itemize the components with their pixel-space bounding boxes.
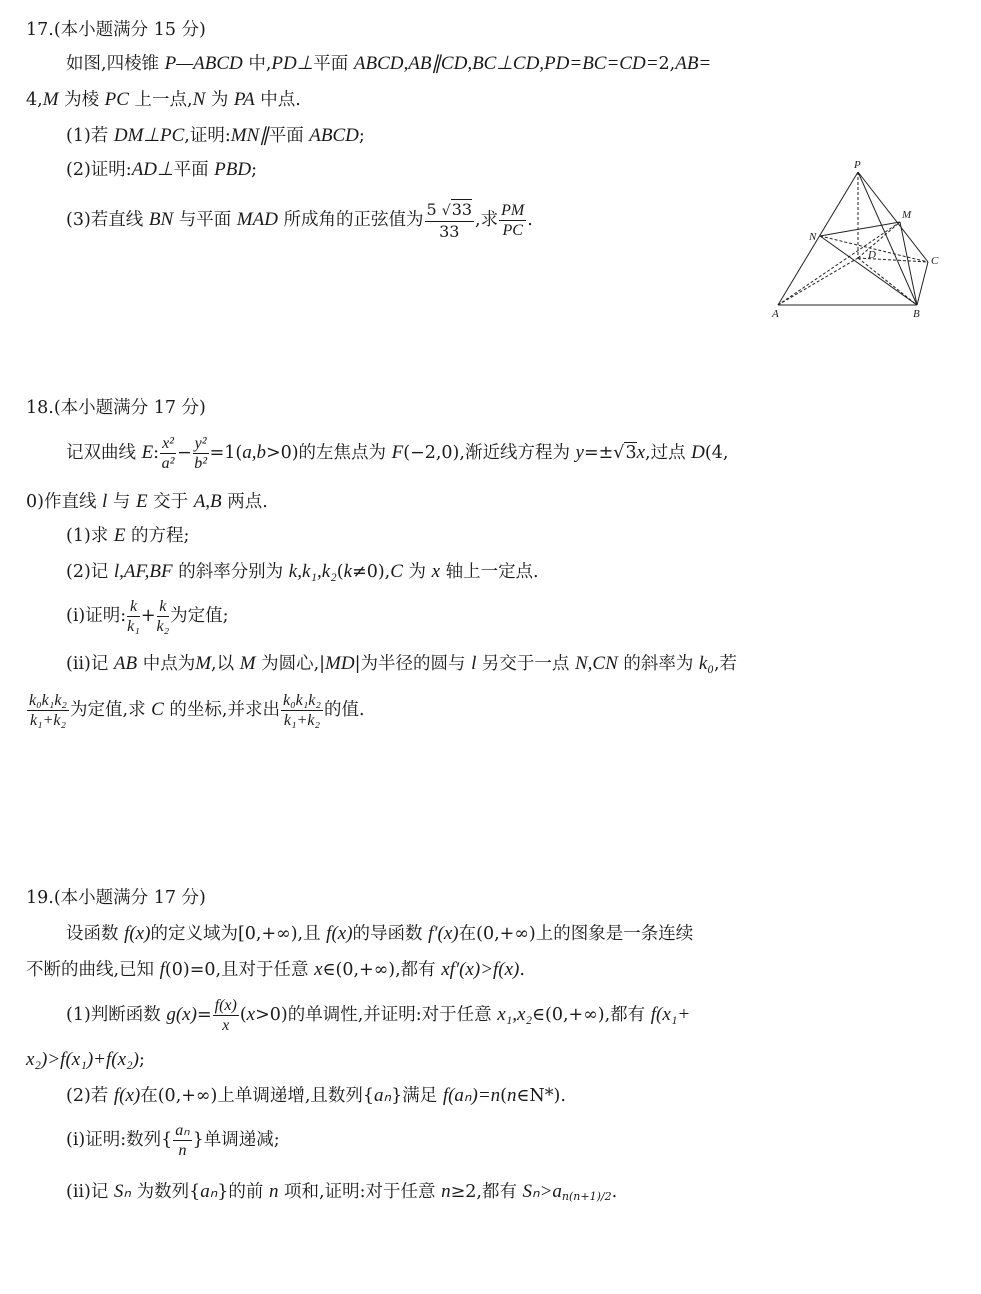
- sqrt-radicand: 3: [625, 443, 637, 463]
- q17-part-2: [66, 158, 257, 182]
- frac-num: x²: [162, 435, 174, 452]
- q18-pii-math: k₀: [698, 653, 714, 674]
- q17-ratio-fraction: [499, 201, 526, 240]
- q18-stem-math: l: [102, 491, 108, 512]
- q18-pii-math: l: [471, 653, 477, 674]
- q18-p2-text: ≠0),: [352, 562, 391, 582]
- q18-stem-text: (−2,0),渐近线方程为: [403, 443, 576, 463]
- fraction-an-n: [173, 1121, 191, 1160]
- q19-p2-math: n: [506, 1085, 517, 1106]
- frac-num: k: [157, 597, 170, 617]
- q18-pii-text: 的斜率为: [617, 654, 699, 674]
- q19-stem-text: 的导函数: [352, 924, 429, 944]
- q19-p2-text: 在(0,+∞)上单调递增,且数列{: [140, 1086, 375, 1106]
- q18-stem-text: 交于: [147, 492, 194, 512]
- q17-stem-line-1: [66, 52, 711, 76]
- q17-p3-text: ,求: [475, 210, 499, 230]
- q18-stem-math: E: [135, 491, 148, 512]
- segment-NM: [820, 222, 900, 236]
- q18-pii-text: (ⅱ)记: [66, 654, 114, 674]
- q19-p2-text: ∈N*).: [516, 1086, 566, 1106]
- q17-p2-text: ;: [251, 160, 257, 180]
- frac-num: y²: [194, 435, 207, 452]
- q17-p2-text: (2)证明:: [66, 160, 132, 180]
- q19-pii-math: Sₙ>a: [522, 1181, 562, 1202]
- q17-stem-text: 中点.: [254, 90, 301, 110]
- q19-pii-text: (ⅱ)记: [66, 1182, 114, 1202]
- q19-p1-text: >0)的单调性,并证明:对于任意: [255, 1005, 498, 1025]
- q18-p1-text: (1)求: [66, 526, 114, 546]
- q19-stem-text: ∈(0,+∞),都有: [322, 960, 442, 980]
- segment-NB: [820, 236, 917, 305]
- frac-den: k₁+k₂: [29, 712, 67, 729]
- q17-stem-line-2: [26, 88, 301, 112]
- q18-stem-text: 0)作直线: [26, 492, 103, 512]
- sqrt-radicand: 33: [451, 200, 473, 219]
- q17-stem-text: 平面: [313, 54, 354, 74]
- q18-pii-text: 的坐标,并求出: [163, 700, 280, 720]
- q19-part-2: [66, 1084, 566, 1108]
- q18-pii-math: M: [195, 653, 212, 674]
- frac-num: f(x): [214, 997, 237, 1014]
- q18-stem-math: E: [141, 442, 154, 463]
- q17-p1-text: ;: [358, 126, 365, 146]
- q18-stem-math: F: [391, 442, 404, 463]
- edge-AD: [778, 258, 858, 305]
- q17-stem-text: 4,: [26, 90, 43, 110]
- q18-p2-text: 为: [402, 562, 432, 582]
- label-D: D: [868, 249, 876, 261]
- q17-p2-math: AD⊥: [131, 159, 174, 180]
- q19-part-i: [66, 1120, 280, 1160]
- q17-stem-text: 上一点,: [128, 90, 193, 110]
- q17-stem-text: 2,: [658, 54, 676, 74]
- q19-stem-math: xf′(x)>f(x): [441, 959, 520, 980]
- q18-stem-text: >0)的左焦点为: [265, 443, 392, 463]
- q19-stem-math: f′(x): [428, 923, 459, 944]
- q19-p1-text: ∈(0,+∞),都有: [532, 1005, 651, 1025]
- q18-pi-text: (ⅰ)证明:: [66, 606, 127, 626]
- q18-pii-text: 另交于一点: [476, 654, 575, 674]
- frac-den: 33: [439, 222, 460, 241]
- q19-part-1-line-1: [66, 995, 690, 1035]
- q17-stem-math: M: [42, 89, 59, 110]
- q18-pi-text: 为定值;: [170, 606, 229, 626]
- q17-p1-math: ABCD: [309, 125, 359, 146]
- q17-p3-text: .: [527, 210, 533, 230]
- q19-p1-text: ;: [138, 1050, 145, 1070]
- q18-pii-math: MD: [325, 653, 355, 674]
- label-P: P: [854, 159, 861, 171]
- q19-pii-math: Sₙ: [113, 1181, 131, 1202]
- q19-header: 19.(本小题满分 17 分): [26, 888, 206, 908]
- segment-MA: [778, 222, 900, 305]
- fraction-k0k1k2-repeat: [281, 691, 323, 730]
- q18-part-2: [66, 560, 539, 584]
- q19-part-1-line-2: [26, 1048, 145, 1072]
- q18-p2-math: C: [390, 561, 403, 582]
- q19-pii-math: n: [268, 1181, 279, 1202]
- q19-stem-math: f(x): [326, 923, 353, 944]
- fraction-k-k2: [157, 597, 170, 636]
- q18-p2-math: x: [431, 561, 440, 582]
- q19-pii-subscript: n(n+1)/2: [561, 1190, 612, 1203]
- q18-pii-math: N,CN: [575, 653, 618, 674]
- q17-stem-math: AB=: [675, 53, 712, 74]
- label-A: A: [772, 308, 779, 320]
- q18-pii-text: ,以: [211, 654, 240, 674]
- q19-p1-text: (: [239, 1005, 247, 1025]
- q19-stem-line-2: [26, 958, 525, 982]
- q19-p2-text: }满足: [391, 1086, 443, 1106]
- frac-den: k₂: [156, 618, 170, 635]
- q19-p2-text: (2)若: [66, 1086, 114, 1106]
- fraction-fx-x: [213, 996, 239, 1035]
- q18-p1-math: E: [113, 525, 126, 546]
- q18-stem-line-2: [26, 490, 268, 514]
- q17-stem-text: 中,: [242, 54, 272, 74]
- frac-den: b²: [194, 455, 207, 472]
- fraction-k0k1k2: [27, 691, 69, 730]
- frac-num: k₀k₁k₂: [29, 692, 67, 709]
- segment-MB: [900, 222, 917, 305]
- q19-stem-math: f(x): [124, 923, 151, 944]
- q18-p2-text: 轴上一定点.: [440, 562, 539, 582]
- q19-part-ii: [66, 1180, 617, 1209]
- q17-p1-math: MN∥: [230, 125, 269, 146]
- q19-stem-line-1: [66, 922, 693, 946]
- frac-den: k₁+k₂: [283, 712, 321, 729]
- q17-p3-math: MAD: [236, 209, 278, 230]
- q19-p2-math: f(x): [113, 1085, 141, 1106]
- q17-part-3: [66, 200, 533, 241]
- pyramid-figure: [760, 150, 960, 330]
- frac-num: aₙ: [175, 1122, 190, 1139]
- q17-p1-text: 平面: [268, 126, 310, 146]
- frac-den: x: [222, 1017, 230, 1034]
- q19-pii-text: 项和,证明:对于任意: [278, 1182, 442, 1202]
- q18-pii-math: C: [151, 699, 164, 720]
- q19-p2-math: f(aₙ)=n: [442, 1085, 501, 1106]
- frac-den: a²: [161, 455, 175, 472]
- frac-den: PC: [502, 222, 523, 239]
- q18-pii-text: 为定值,求: [70, 700, 152, 720]
- q19-p1-text: (1)判断函数: [66, 1005, 167, 1025]
- q17-stem-math: N: [192, 89, 206, 110]
- frac-num: 5: [426, 200, 442, 219]
- q17-stem-text: 如图,四棱锥: [66, 54, 165, 74]
- q19-p1-math: f(x₁+: [650, 1004, 691, 1025]
- q18-p2-math: l,AF,BF: [113, 561, 173, 582]
- q19-stem-text: 设函数: [66, 924, 125, 944]
- q17-p2-text: 平面: [173, 160, 215, 180]
- q18-p2-math: k: [343, 561, 353, 582]
- q19-pii-text: }的前: [217, 1182, 269, 1202]
- q19-p1-math: g(x): [166, 1004, 197, 1025]
- q18-part-1: [66, 524, 189, 548]
- q18-stem-text: :: [153, 443, 160, 463]
- q19-stem-math: x: [314, 959, 323, 980]
- q17-p3-text: 所成角的正弦值为: [277, 210, 424, 230]
- frac-num: k: [127, 597, 140, 617]
- q18-stem-text: ,过点: [645, 443, 692, 463]
- q19-stem-text: .: [519, 960, 525, 980]
- q18-stem-text: 与: [107, 492, 136, 512]
- q18-stem-text: =±: [583, 443, 614, 463]
- q19-pii-math: aₙ: [200, 1181, 218, 1202]
- q17-p3-text: 与平面: [173, 210, 237, 230]
- q19-p1-text: =: [196, 1005, 212, 1025]
- q17-stem-math: PA: [233, 89, 255, 110]
- q17-p3-text: (3)若直线: [66, 210, 149, 230]
- q19-stem-text: 在(0,+∞)上的图象是一条连续: [458, 924, 694, 944]
- edge-PB: [858, 172, 917, 305]
- q17-stem-math: PD⊥: [271, 53, 314, 74]
- q18-part-i: [66, 596, 229, 636]
- q17-stem-text: 为: [205, 90, 234, 110]
- q17-stem-text: 为棱: [58, 90, 105, 110]
- q18-stem-math: y: [575, 442, 584, 463]
- q18-stem-math: D: [691, 442, 705, 463]
- q19-stem-text: (0)=0,且对于任意: [164, 960, 315, 980]
- q18-p2-text: (: [336, 562, 344, 582]
- q19-p2-math: aₙ: [374, 1085, 392, 1106]
- q18-p2-math: k,k₁,k₂: [288, 561, 337, 582]
- q18-stem-math: a,b: [242, 442, 266, 463]
- q19-pii-text: ≥2,都有: [450, 1182, 523, 1202]
- label-N: N: [809, 231, 817, 243]
- frac-den: k₁: [127, 618, 140, 635]
- q17-header: 17.(本小题满分 15 分): [26, 20, 206, 40]
- q18-pii-text: 中点为: [137, 654, 196, 674]
- q17-p1-text: ,证明:: [184, 126, 231, 146]
- q18-part-ii-line-1: [66, 652, 737, 676]
- q19-stem-text: 的定义域为[0,+∞),且: [150, 924, 327, 944]
- q17-p2-math: PBD: [214, 159, 252, 180]
- q18-p2-text: 的斜率分别为: [172, 562, 289, 582]
- q19-pii-text: .: [611, 1182, 618, 1202]
- q17-stem-math: ABCD,AB∥CD,BC⊥CD,PD=BC=CD=: [353, 53, 659, 74]
- q18-pii-text: ,若: [713, 654, 738, 674]
- q17-p1-text: (1)若: [66, 126, 114, 146]
- q18-stem-math: A,B: [193, 491, 222, 512]
- edge-DB: [858, 258, 917, 305]
- q18-part-ii-line-2: [26, 690, 365, 730]
- edge-PA: [778, 172, 858, 305]
- label-M: M: [902, 209, 912, 221]
- frac-num: PM: [501, 202, 525, 219]
- label-B: B: [913, 308, 920, 320]
- q19-p1-math: x₁,x₂: [497, 1004, 533, 1025]
- q19-stem-math: f: [159, 959, 165, 980]
- q19-stem-text: 不断的曲线,已知: [26, 960, 160, 980]
- q18-p1-text: 的方程;: [125, 526, 190, 546]
- q17-p1-math: DM⊥PC: [113, 125, 185, 146]
- q18-stem-text: =1(: [209, 443, 243, 463]
- q19-pii-math: n: [441, 1181, 451, 1202]
- q18-stem-text: 记双曲线: [66, 443, 142, 463]
- q19-p1-math: x: [246, 1004, 256, 1025]
- fraction-k-k1: [127, 597, 140, 636]
- q17-stem-math: P—ABCD: [164, 53, 243, 74]
- q18-pii-text: 的值.: [323, 700, 365, 720]
- q18-header: 18.(本小题满分 17 分): [26, 398, 206, 418]
- fraction-x2-a2: [160, 434, 176, 473]
- q18-stem-text: −: [176, 443, 192, 463]
- q18-stem-line-1: 记双曲线 E: $\frac{\text{x²}}{\text{a²}}$ − $\frac{\text{y²}}{\text{b²}}$ =1(a,b>0)的左焦点为 F(−2,0),渐近线方程为 y=±√3x,过点 D(4,: [66, 435, 729, 472]
- fraction-y2-b2: [193, 434, 209, 473]
- q18-stem-math: x: [636, 442, 646, 463]
- q18-p2-text: (2)记: [66, 562, 114, 582]
- q19-p1-math: x₂)>f(x₁)+f(x₂): [26, 1049, 139, 1070]
- q18-pii-math: M: [239, 653, 256, 674]
- q19-pii-text: 为数列{: [131, 1182, 201, 1202]
- q18-pi-text: +: [140, 606, 156, 626]
- q19-pi-text: }单调递减;: [192, 1130, 280, 1150]
- q18-pii-math: AB: [113, 653, 138, 674]
- q17-p3-math: BN: [148, 209, 174, 230]
- label-C: C: [931, 255, 939, 267]
- frac-den: n: [178, 1142, 187, 1159]
- q18-stem-text: (4,: [704, 443, 729, 463]
- q17-part-1: [66, 124, 365, 148]
- edge-BC: [917, 262, 928, 305]
- q18-pii-text: |为半径的圆与: [354, 654, 472, 674]
- q19-p2-text: (: [500, 1086, 507, 1106]
- frac-num: k₀k₁k₂: [282, 692, 321, 709]
- q19-pi-text: (ⅰ)证明:数列{: [66, 1130, 173, 1150]
- q17-stem-math: PC: [104, 89, 129, 110]
- q18-stem-text: 两点.: [221, 492, 268, 512]
- q17-sine-fraction: $\frac{5 √33}{33}$: [426, 200, 473, 241]
- q18-pii-text: 为圆心,|: [255, 654, 326, 674]
